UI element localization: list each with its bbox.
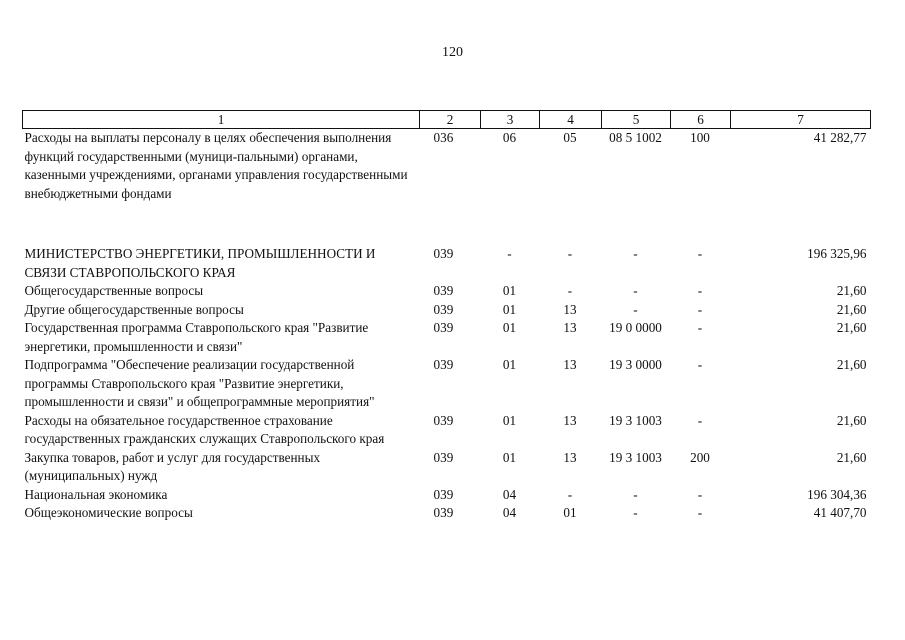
- row-code-expense-type: -: [697, 486, 703, 502]
- header-col-7: 7: [731, 111, 871, 129]
- row-code-target: -: [633, 486, 638, 502]
- row-code-ministry: 036: [433, 130, 454, 145]
- row-code-target: 19 3 1003: [609, 412, 662, 428]
- row-code-expense-type: -: [697, 246, 703, 261]
- row-name: Закупка товаров, работ и услуг для государственных (муниципальных) нужд: [24, 449, 321, 483]
- row-name: Общегосударственные вопросы: [24, 283, 204, 298]
- row-code-ministry: 039: [433, 412, 454, 428]
- table-row: [23, 356, 871, 412]
- table-row: [23, 243, 871, 282]
- row-code-section: 01: [502, 283, 517, 298]
- row-code-target: 08 5 1002: [609, 130, 662, 145]
- row-name: МИНИСТЕРСТВО ЭНЕРГЕТИКИ, ПРОМЫШЛЕННОСТИ И СВЯЗИ СТАВРОПОЛЬСКОГО КРАЯ: [24, 246, 376, 280]
- row-amount: 196 325,96: [807, 246, 867, 261]
- row-code-expense-type: 100: [690, 130, 710, 145]
- page-number: 120: [442, 45, 463, 60]
- row-code-expense-type: -: [697, 301, 703, 317]
- row-amount: 41 282,77: [813, 130, 867, 145]
- row-code-section: 01: [502, 449, 517, 465]
- row-code-ministry: 039: [433, 505, 454, 520]
- row-amount: 21,60: [836, 301, 867, 317]
- row-name: Национальная экономика: [24, 486, 168, 502]
- row-code-target: -: [633, 301, 638, 317]
- row-code-ministry: 039: [433, 449, 454, 465]
- row-name: Государственная программа Ставропольского края "Развитие энергетики, промышленности и связи": [24, 320, 369, 354]
- row-code-target: 19 3 0000: [609, 357, 662, 372]
- row-code-target: 19 3 1003: [609, 449, 662, 465]
- table-row: [23, 412, 871, 449]
- row-code-subsection: 13: [563, 357, 577, 372]
- row-code-section: 01: [502, 412, 517, 428]
- table-row: [23, 282, 871, 301]
- header-col-6: 6: [671, 111, 731, 129]
- row-code-ministry: 039: [433, 301, 454, 317]
- row-code-section: 01: [502, 301, 517, 317]
- row-code-subsection: 01: [563, 505, 577, 520]
- row-code-expense-type: -: [697, 283, 703, 298]
- table-row: [23, 486, 871, 505]
- table-row: [23, 301, 871, 320]
- row-code-section: 04: [502, 505, 517, 520]
- row-amount: 41 407,70: [813, 505, 867, 520]
- row-code-subsection: -: [567, 283, 573, 298]
- row-code-subsection: 13: [563, 320, 577, 335]
- header-col-3: 3: [481, 111, 540, 129]
- row-code-target: -: [633, 505, 638, 520]
- row-code-subsection: -: [567, 246, 573, 261]
- row-name: Расходы на обязательное государственное страхование государственных гражданских служащих Ставропольского края: [24, 412, 385, 446]
- row-code-expense-type: -: [697, 505, 703, 520]
- row-code-expense-type: -: [697, 320, 703, 335]
- row-amount: 21,60: [836, 449, 867, 465]
- table-row: [23, 504, 871, 523]
- table-row: [23, 449, 871, 486]
- row-code-subsection: -: [567, 486, 573, 502]
- row-name: Общеэкономические вопросы: [24, 505, 193, 520]
- row-code-target: 19 0 0000: [609, 320, 662, 335]
- row-code-section: -: [507, 246, 512, 261]
- row-code-ministry: 039: [433, 320, 454, 335]
- row-amount: 21,60: [836, 320, 867, 335]
- row-code-target: -: [633, 246, 638, 261]
- row-code-expense-type: -: [697, 357, 703, 372]
- row-code-subsection: 13: [563, 449, 577, 465]
- row-amount: 196 304,36: [807, 486, 867, 502]
- row-code-subsection: 13: [563, 412, 577, 428]
- table-row: [23, 319, 871, 356]
- row-code-section: 01: [502, 357, 517, 372]
- table-row: [23, 129, 871, 204]
- row-amount: 21,60: [836, 357, 867, 372]
- header-col-4: 4: [540, 111, 602, 129]
- row-code-ministry: 039: [433, 246, 454, 261]
- row-code-section: 06: [502, 130, 517, 145]
- row-code-expense-type: -: [697, 412, 703, 428]
- header-col-1: 1: [23, 111, 420, 129]
- table-header-row: [23, 111, 871, 129]
- header-col-2: 2: [420, 111, 481, 129]
- row-code-target: -: [633, 283, 638, 298]
- row-code-subsection: 05: [563, 130, 577, 145]
- row-code-ministry: 039: [433, 357, 454, 372]
- row-name: Другие общегосударственные вопросы: [24, 301, 244, 317]
- row-code-section: 04: [502, 486, 517, 502]
- table-spacer: [23, 203, 871, 243]
- row-code-expense-type: 200: [690, 449, 710, 465]
- row-name: Расходы на выплаты персоналу в целях обеспечения выполнения функций государственными (муници-пальными) органами, казенными учреждениями, органами управления государственными внебюджетными фондами: [24, 130, 408, 201]
- budget-table: [22, 110, 871, 523]
- row-name: Подпрограмма "Обеспечение реализации государственной программы Ставропольского края "Развитие энергетики, промышленности и связи" и общепрограммные мероприятия": [24, 357, 375, 409]
- row-amount: 21,60: [836, 412, 867, 428]
- header-col-5: 5: [602, 111, 671, 129]
- row-code-ministry: 039: [433, 486, 454, 502]
- row-code-subsection: 13: [563, 301, 577, 317]
- row-code-section: 01: [502, 320, 517, 335]
- row-amount: 21,60: [836, 283, 867, 298]
- row-code-ministry: 039: [433, 283, 454, 298]
